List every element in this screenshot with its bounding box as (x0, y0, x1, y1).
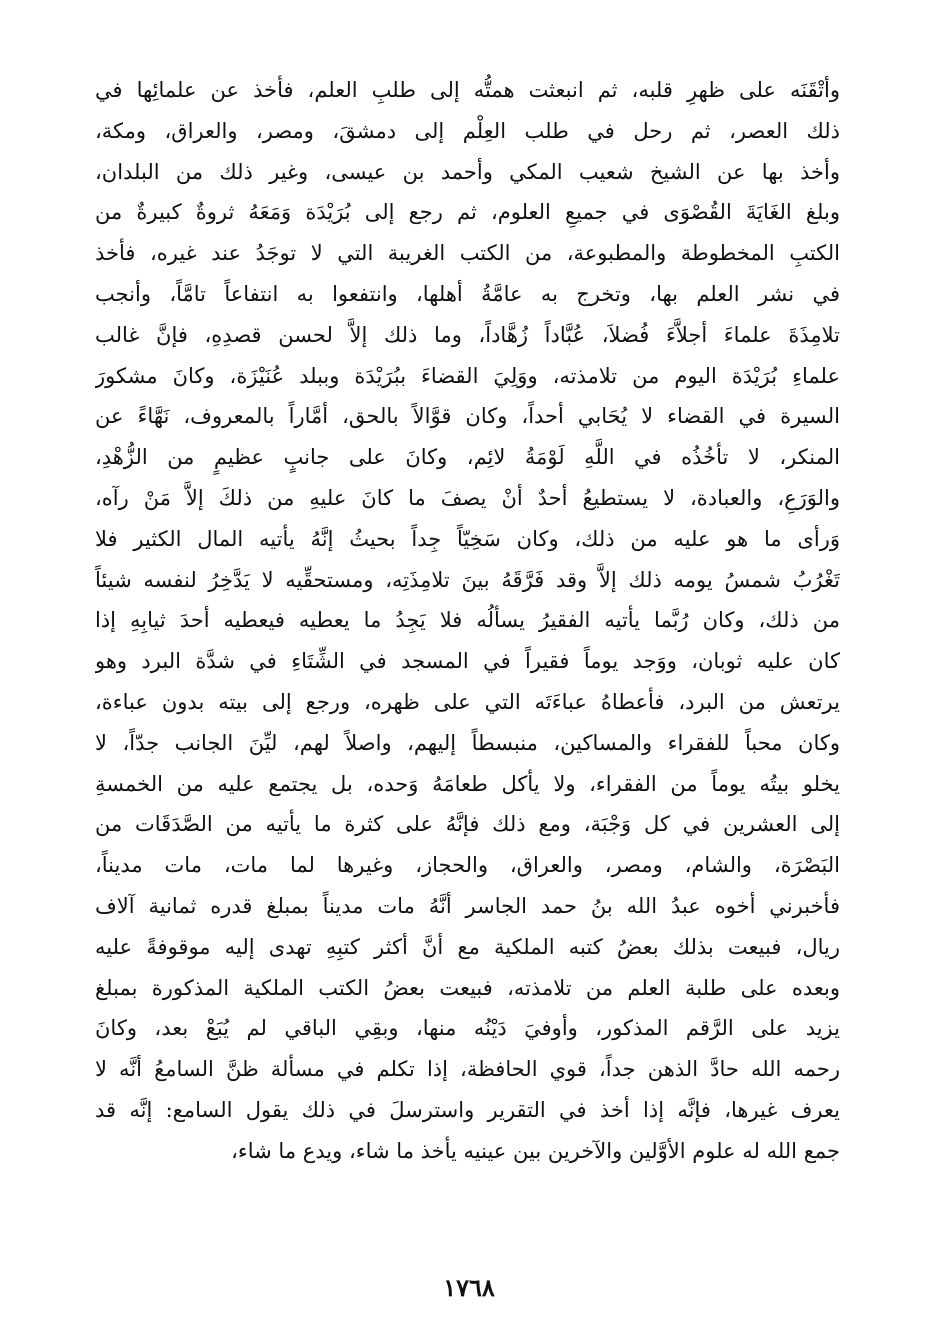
text-line: تَغْرُبُ شمسُ يومه ذلك إلاَّ وقد فَرَّقَهُ بينَ تلامِذَتِه، ومستحقِّيه لا يَدَّخِرُ لنفسه شيئاً (95, 567, 840, 592)
page-body (95, 70, 840, 1260)
text-line: السيرة في القضاء لا يُحَابي أحداً، وكان قوَّالاً بالحق، أمَّاراً بالمعروف، نَهَّاءً عن (95, 404, 840, 429)
text-line: وبعده على طلبة العلم من تلامذته، فبيعت بعضُ الكتب الملكية المذكورة بمبلغ (95, 975, 840, 1000)
text-line: يرتعش من البرد، فأعطاهُ عباءَتَه التي على ظهره، ورجع إلى بيته بدون عباءة، (95, 689, 840, 714)
text-line: رحمه الله حادَّ الذهن جداً، قوي الحافظة، إذا تكلم في مسألة ظنَّ السامعُ أنَّه لا (95, 1057, 840, 1082)
text-line: تلامِذَةَ علماءَ أجلاَّءَ فُضلاَ، عُبَّاداً زُهَّاداً، وما ذلك إلاَّ لحسن قصدِهِ، فإنَّ غالب (95, 322, 840, 347)
text-line: جمع الله له علوم الأوَّلين والآخرين بين عينيه يأخذ ما شاء، ويدع ما شاء، (231, 1138, 840, 1163)
text-line: وأخذ بها عن الشيخ شعيب المكي وأحمد بن عيسى، وغير ذلك من البلدان، (95, 159, 840, 184)
text-line: المنكر، لا تأخُذُه في اللَّهِ لَوْمَةُ لائِم، وكانَ على جانبٍ عظيمٍ من الزُّهْدِ، (95, 445, 840, 470)
text-line: في نشر العلم بها، وتخرج به عامَّةُ أهلها، وانتفعوا به انتفاعاً تامَّاً، وأنجب (95, 281, 840, 306)
page-number: ١٧٦٨ (443, 1273, 495, 1302)
text-line: كان عليه ثوبان، ووَجد يوماً فقيراً في المسجد في الشِّتَاءِ في شدَّة البرد وهو (95, 649, 840, 674)
text-line: علماءِ بُرَيْدَة اليوم من تلامذته، ووَلِيَ القضاءَ ببُرَيْدَة وببلد عُنَيْزَة، وكانَ مشكورَ (95, 363, 840, 388)
text-line: وأتْقَنَه على ظهرِ قلبه، ثم انبعثت همتُّه إلى طلبِ العلم، فأخذ عن علمائِها في (95, 78, 840, 102)
text-line: ذلك العصر، ثم رحل في طلب العِلْم إلى دمشقَ، ومصر، والعراق، ومكة، (95, 118, 840, 143)
text-line: من ذلك، وكان رُبَّما يأتيه الفقيرُ يسألُه فلا يَجِدُ ما يعطيه فيعطيه أحدَ ثيابِهِ إذا (95, 608, 840, 633)
text-line: إلى العشرين في كل وَجْبَة، ومع ذلك فإنَّهُ على كثرة ما يأتيه من الصَّدَقَات من (95, 812, 840, 837)
text-line: والوَرَعِ، والعبادة، لا يستطيعُ أحدٌ أنْ يصفَ ما كانَ عليهِ من ذلكَ إلاَّ مَنْ رآه، (95, 485, 840, 510)
text-line: وَرأى ما هو عليه من ذلك، وكان سَخِيّاً جِداً بحيثُ إنَّهُ يأتيه المال الكثير فلا (95, 526, 840, 551)
text-line: وكان محباً للفقراء والمساكين، منبسطاً إليهم، واصلاً لهم، ليِّنَ الجانب جدّاً، لا (95, 730, 840, 755)
text-line: يزيد على الرَّقم المذكور، وأوفيَ دَيْنُه منها، وبقِي الباقي لم يُبَعْ بعد، وكانَ (95, 1016, 840, 1041)
text-line: يعرف غيرها، فإنَّه إذا أخذ في التقرير واسترسلَ في ذلك يقول السامع: إنَّه قد (95, 1097, 840, 1122)
text-line: الكتبِ المخطوطة والمطبوعة، من الكتب الغريبة التي لا توجَدُ عند غيره، فأخذ (95, 241, 840, 266)
text-line: البَصْرَة، والشام، ومصر، والعراق، والحجاز، وغيرها لما مات، مات مديناً، (95, 853, 840, 878)
text-line: ريال، فبيعت بذلك بعضُ كتبه الملكية مع أنَّ أكثر كتبِهِ تهدى إليه موقوفةً عليه (95, 934, 840, 959)
text-lines (95, 70, 840, 1172)
text-line: يخلو بيتُه يوماً من الفقراء، ولا يأكل طعامَهُ وَحده، بل يجتمع عليه من الخمسةِ (95, 771, 840, 796)
text-line: فأخبرني أخوه عبدُ الله بنُ حمد الجاسر أنَّهُ مات مديناً بمبلغ قدره ثمانية آلاف (95, 893, 840, 918)
text-line: وبلغ الغَايَةَ القُصْوَى في جميعِ العلوم، ثم رجع إلى بُرَيْدَة وَمَعَهُ ثروةٌ كبيرةٌ من (95, 200, 840, 225)
